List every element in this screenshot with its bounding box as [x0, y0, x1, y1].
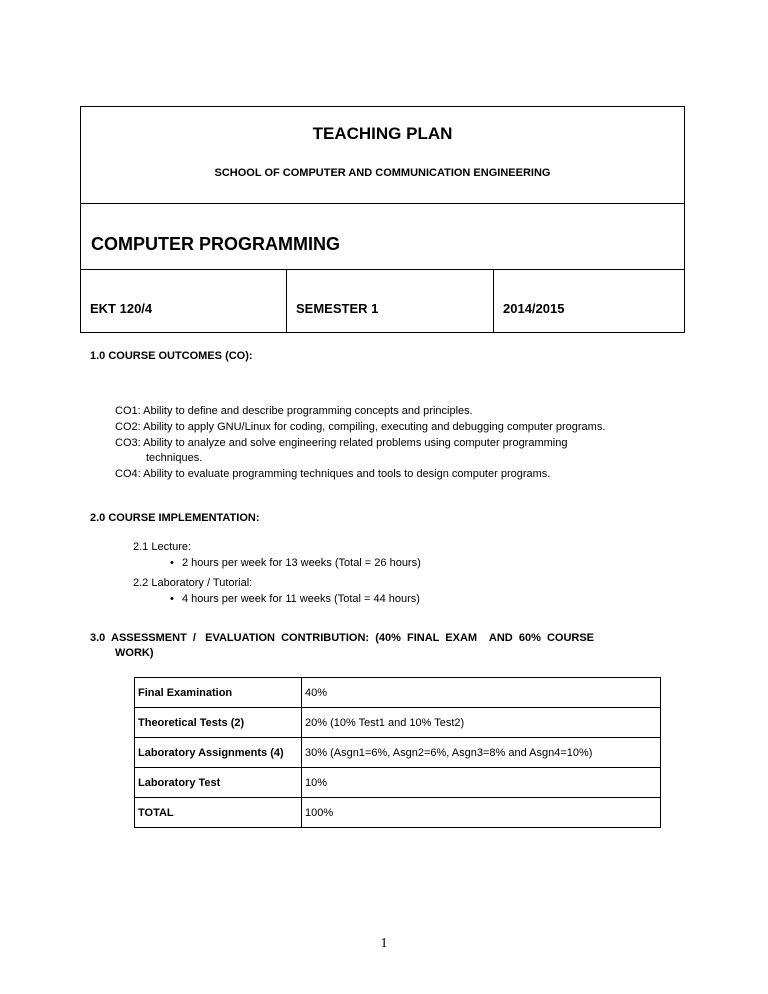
- outcome-co3-continued: techniques.: [146, 452, 203, 464]
- lab-detail: • 4 hours per week for 11 weeks (Total = 44 hours): [170, 593, 420, 605]
- course-code: EKT 120/4: [90, 301, 153, 316]
- lecture-label: 2.1 Lecture:: [133, 541, 192, 553]
- semester-cell: [287, 270, 494, 332]
- section-heading-assessment-cont: WORK): [115, 647, 154, 659]
- assessment-table: [134, 677, 661, 828]
- header-title-row: [80, 106, 685, 203]
- page-number: 1: [380, 936, 388, 951]
- assessment-value: 100%: [302, 798, 661, 828]
- assessment-label: TOTAL: [135, 798, 302, 828]
- outcome-co1: CO1: Ability to define and describe programming concepts and principles.: [115, 405, 473, 417]
- section-heading-assessment: 3.0 ASSESSMENT / EVALUATION CONTRIBUTION: (40% FINAL EXAM AND 60% COURSE: [90, 632, 595, 644]
- assessment-label: Final Examination: [135, 678, 302, 708]
- session: 2014/2015: [503, 301, 565, 316]
- course-name: COMPUTER PROGRAMMING: [91, 234, 340, 254]
- table-row: [135, 798, 661, 828]
- outcome-co4: CO4: Ability to evaluate programming techniques and tools to design computer programs.: [115, 468, 551, 480]
- bullet-icon: •: [170, 557, 174, 569]
- assessment-label: Laboratory Test: [135, 768, 302, 798]
- assessment-value: 10%: [302, 768, 661, 798]
- assessment-label: Theoretical Tests (2): [135, 708, 302, 738]
- section-heading-outcomes: 1.0 COURSE OUTCOMES (CO):: [90, 350, 253, 362]
- header-course-row: [80, 203, 685, 269]
- assessment-value: 30% (Asgn1=6%, Asgn2=6%, Asgn3=8% and Asgn4=10%): [302, 738, 661, 768]
- outcome-co3: CO3: Ability to analyze and solve engineering related problems using computer programming: [115, 437, 568, 449]
- section-heading-implementation: 2.0 COURSE IMPLEMENTATION:: [90, 512, 260, 524]
- table-row: [135, 768, 661, 798]
- session-cell: [494, 270, 684, 332]
- table-row: [135, 678, 661, 708]
- assessment-value: 20% (10% Test1 and 10% Test2): [302, 708, 661, 738]
- lecture-detail: • 2 hours per week for 13 weeks (Total = 26 hours): [170, 557, 421, 569]
- bullet-icon: •: [170, 593, 174, 605]
- assessment-value: 40%: [302, 678, 661, 708]
- lab-label: 2.2 Laboratory / Tutorial:: [133, 577, 253, 589]
- header-info-row: [80, 269, 685, 333]
- school-name: SCHOOL OF COMPUTER AND COMMUNICATION ENGINEERING: [214, 167, 551, 179]
- table-row: [135, 708, 661, 738]
- course-code-cell: [81, 270, 287, 332]
- document-title: TEACHING PLAN: [312, 124, 453, 143]
- semester: SEMESTER 1: [296, 301, 379, 316]
- assessment-label: Laboratory Assignments (4): [135, 738, 302, 768]
- outcome-co2: CO2: Ability to apply GNU/Linux for coding, compiling, executing and debugging computer programs.: [115, 421, 606, 433]
- table-row: [135, 738, 661, 768]
